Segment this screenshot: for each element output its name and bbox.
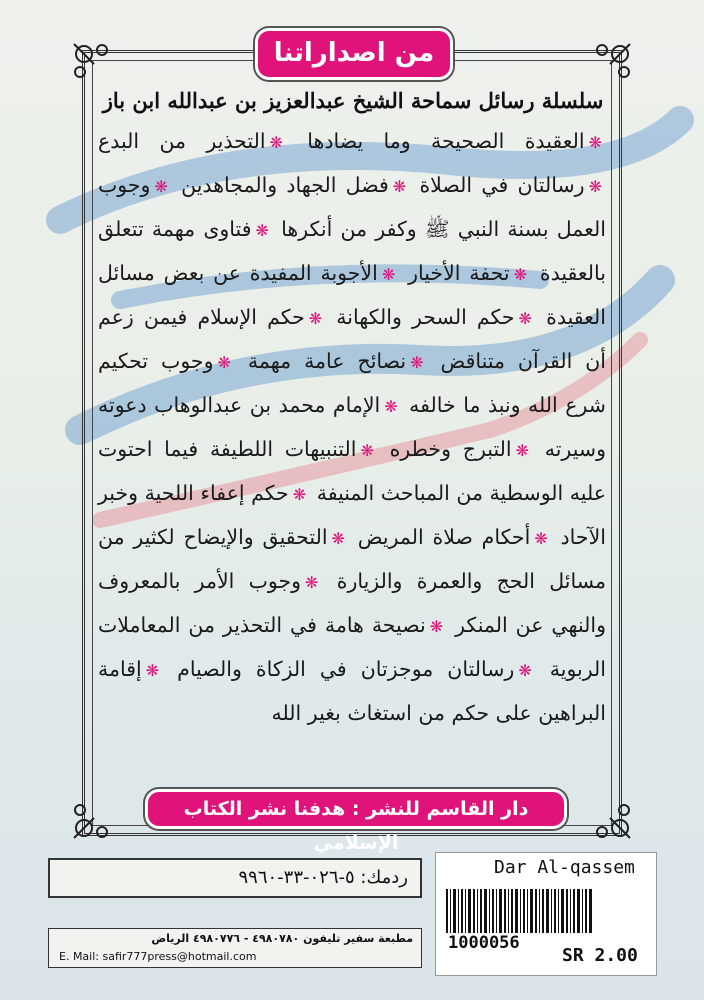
isbn-box: ردمك: ٥-٠٢٦-٣٣-٩٩٦٠: [48, 858, 422, 898]
publisher-slogan: دار القاسم للنشر : هدفنا نشر الكتاب الإسلامي: [145, 789, 567, 829]
book-title: نصائح عامة مهمة: [247, 349, 407, 373]
price-store-name: Dar Al-qassem: [494, 857, 635, 878]
star-bullet-icon: ❋: [305, 573, 319, 592]
book-title: وجوب العمل بسنة النبي ﷺ وكفر من أنكرها: [98, 173, 606, 241]
star-bullet-icon: ❋: [292, 485, 307, 504]
corner-ornament-icon: [70, 40, 116, 86]
book-title: الإمام محمد بن عبدالوهاب دعوته وسيرته: [98, 393, 606, 461]
book-title: إقامة البراهين على حكم من استغاث بغير الله: [98, 657, 606, 725]
star-bullet-icon: ❋: [145, 661, 160, 680]
star-bullet-icon: ❋: [255, 221, 269, 240]
star-bullet-icon: ❋: [534, 529, 548, 548]
star-bullet-icon: ❋: [384, 397, 398, 416]
star-bullet-icon: ❋: [429, 617, 444, 636]
star-bullet-icon: ❋: [308, 309, 323, 328]
star-bullet-icon: ❋: [217, 353, 231, 372]
book-title: العقيدة الصحيحة وما يضادها: [307, 129, 585, 153]
star-bullet-icon: ❋: [518, 661, 532, 680]
star-bullet-icon: ❋: [588, 177, 602, 196]
star-bullet-icon: ❋: [154, 177, 168, 196]
printer-name: مطبعة سفير تليفون ٤٩٨٠٧٨٠ - ٤٩٨٠٧٧٦ الرياض: [151, 932, 413, 945]
star-bullet-icon: ❋: [410, 353, 424, 372]
price-sticker: [435, 852, 657, 976]
barcode-icon: [444, 889, 594, 933]
book-title: التنبيهات اللطيفة فيما احتوت عليه الوسطية من المباحث المنيفة: [98, 437, 606, 505]
book-title: تحفة الأخيار: [408, 261, 510, 285]
star-bullet-icon: ❋: [515, 441, 529, 460]
book-title: فتاوى مهمة تتعلق بالعقيدة: [98, 217, 606, 285]
book-title: أحكام صلاة المريض: [357, 525, 531, 549]
book-title: التحقيق والإيضاح لكثير من مسائل الحج والعمرة والزيارة: [98, 525, 606, 593]
star-bullet-icon: ❋: [331, 529, 345, 548]
corner-ornament-icon: [70, 796, 116, 842]
book-title: الأجوبة المفيدة عن بعض مسائل العقيدة: [98, 261, 606, 329]
corner-ornament-icon: [588, 796, 634, 842]
book-title: التبرج وخطره: [389, 437, 512, 461]
titles-list: [98, 120, 606, 734]
book-title: وجوب الأمر بالمعروف والنهي عن المنكر: [98, 569, 606, 637]
book-title: التحذير من البدع: [98, 129, 266, 153]
star-bullet-icon: ❋: [381, 265, 396, 284]
book-title: رسالتان موجزتان في الزكاة والصيام: [177, 657, 515, 681]
book-title: وجوب تحكيم شرع الله ونبذ ما خالفه: [98, 349, 606, 417]
price-value: SR 2.00: [562, 945, 638, 966]
printer-box: [48, 928, 422, 968]
book-title: فضل الجهاد والمجاهدين: [181, 173, 389, 197]
star-bullet-icon: ❋: [588, 133, 602, 152]
header-badge: من اصداراتنا: [255, 28, 453, 80]
price-sku: 1000056: [448, 933, 520, 953]
book-title: حكم إعفاء اللحية وخبر الآحاد: [98, 481, 606, 549]
star-bullet-icon: ❋: [360, 441, 374, 460]
book-title: حكم السحر والكهانة: [336, 305, 515, 329]
star-bullet-icon: ❋: [392, 177, 407, 196]
star-bullet-icon: ❋: [518, 309, 532, 328]
printer-email: E. Mail: safir777press@hotmail.com: [59, 950, 257, 963]
star-bullet-icon: ❋: [513, 265, 527, 284]
book-title: حكم الإسلام فيمن زعم أن القرآن متناقض: [98, 305, 606, 373]
corner-ornament-icon: [588, 40, 634, 86]
series-title: سلسلة رسائل سماحة الشيخ عبدالعزيز بن عبدالله ابن باز: [102, 88, 604, 113]
book-title: رسالتان في الصلاة: [419, 173, 585, 197]
book-title: نصيحة هامة في التحذير من المعاملات الربوية: [98, 613, 606, 681]
star-bullet-icon: ❋: [269, 133, 283, 152]
